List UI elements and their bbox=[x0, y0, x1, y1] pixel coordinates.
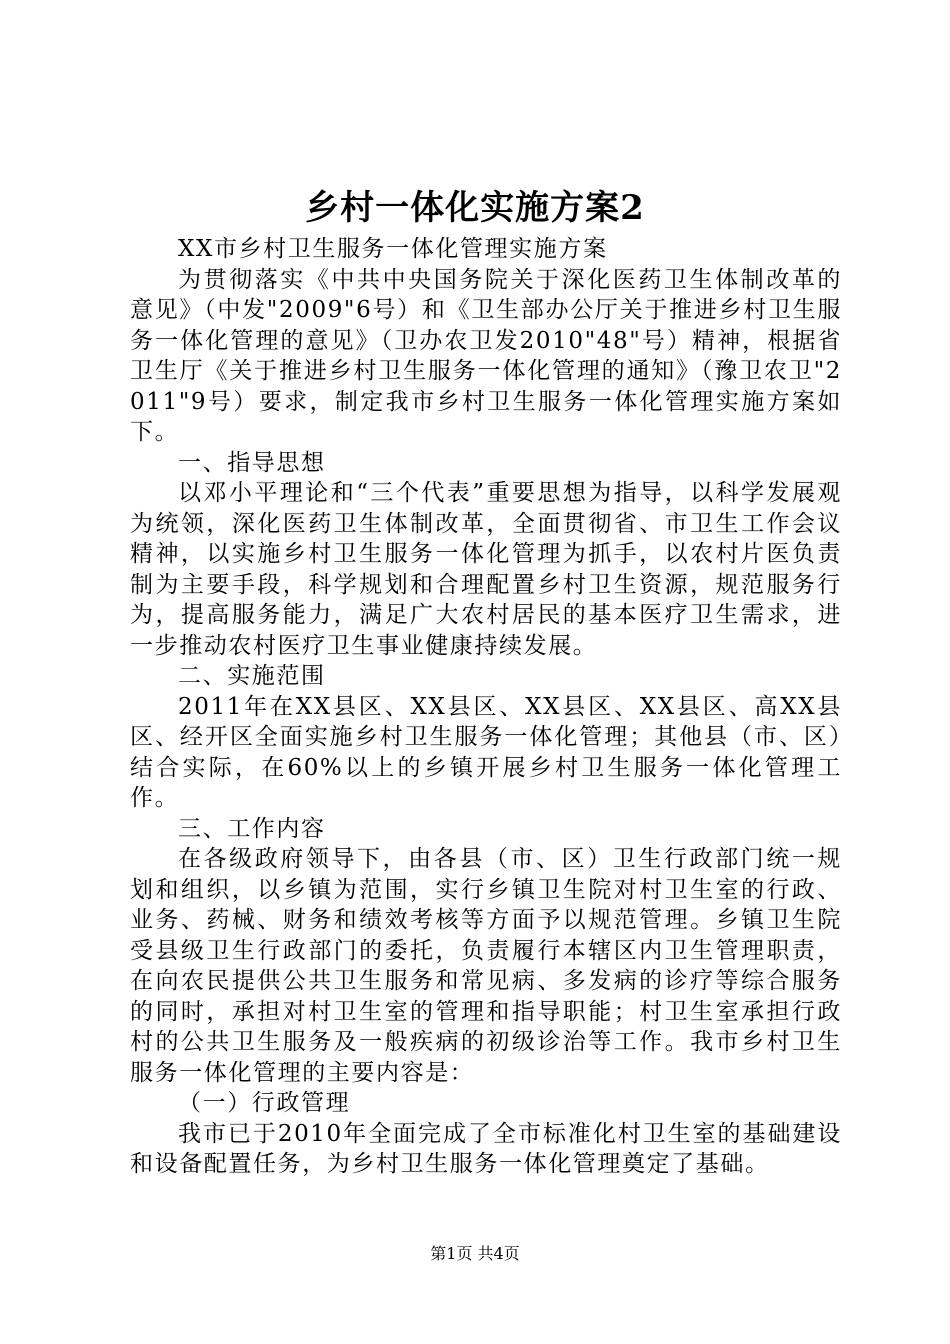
heading-work-content: 三、工作内容 bbox=[178, 815, 326, 842]
paragraph-work-content: 在各级政府领导下，由各县（市、区）卫生行政部门统一规划和组织，以乡镇为范围，实行乡镇卫生院对村卫生室的行政、业务、药械、财务和绩效考核等方面予以规范管理。乡镇卫生院受县级卫生行政部门的委托，负责履行本辖区内卫生管理职责，在向农民提供公共卫生服务和常见病、多发病的诊疗等综合服务的同时，承担对村卫生室的管理和指导职能；村卫生室承担行政村的公共卫生服务及一般疾病的初级诊治等工作。我市乡村卫生服务一体化管理的主要内容是： bbox=[130, 846, 842, 1086]
paragraph-scope: 2011年在XX县区、XX县区、XX县区、XX县区、高XX县区、经开区全面实施乡村卫生服务一体化管理；其他县（市、区）结合实际，在60%以上的乡镇开展乡村卫生服务一体化管理工作。 bbox=[130, 693, 842, 811]
heading-administration: （一）行政管理 bbox=[178, 1090, 351, 1116]
page-footer: 第1页 共4页 bbox=[430, 1244, 520, 1263]
heading-scope: 二、实施范围 bbox=[178, 663, 326, 689]
heading-guiding-ideology: 一、指导思想 bbox=[178, 449, 326, 476]
document-title: 乡村一体化实施方案2 bbox=[305, 188, 645, 228]
paragraph-guiding-ideology: 以邓小平理论和“三个代表”重要思想为指导，以科学发展观为统领，深化医药卫生体制改革，全面贯彻省、市卫生工作会议精神，以实施乡村卫生服务一体化管理为抓手，以农村片医负责制为主要手段，科学规划和合理配置乡村卫生资源，规范服务行为，提高服务能力，满足广大农村居民的基本医疗卫生需求，进一步推动农村医疗卫生事业健康持续发展。 bbox=[130, 480, 842, 659]
paragraph-intro: 为贯彻落实《中共中央国务院关于深化医药卫生体制改革的意见》（中发"2009"6号）和《卫生部办公厅关于推进乡村卫生服务一体化管理的意见》（卫办农卫发2010"48"号）精神，根据省卫生厅《关于推进乡村卫生服务一体化管理的通知》（豫卫农卫"2011"9号）要求，制定我市乡村卫生服务一体化管理实施方案如下。 bbox=[130, 266, 842, 445]
document-body bbox=[130, 234, 842, 1180]
paragraph-administration: 我市已于2010年全面完成了全市标准化村卫生室的基础建设和设备配置任务，为乡村卫生服务一体化管理奠定了基础。 bbox=[130, 1120, 842, 1177]
paragraph-subtitle: XX市乡村卫生服务一体化管理实施方案 bbox=[178, 236, 608, 262]
